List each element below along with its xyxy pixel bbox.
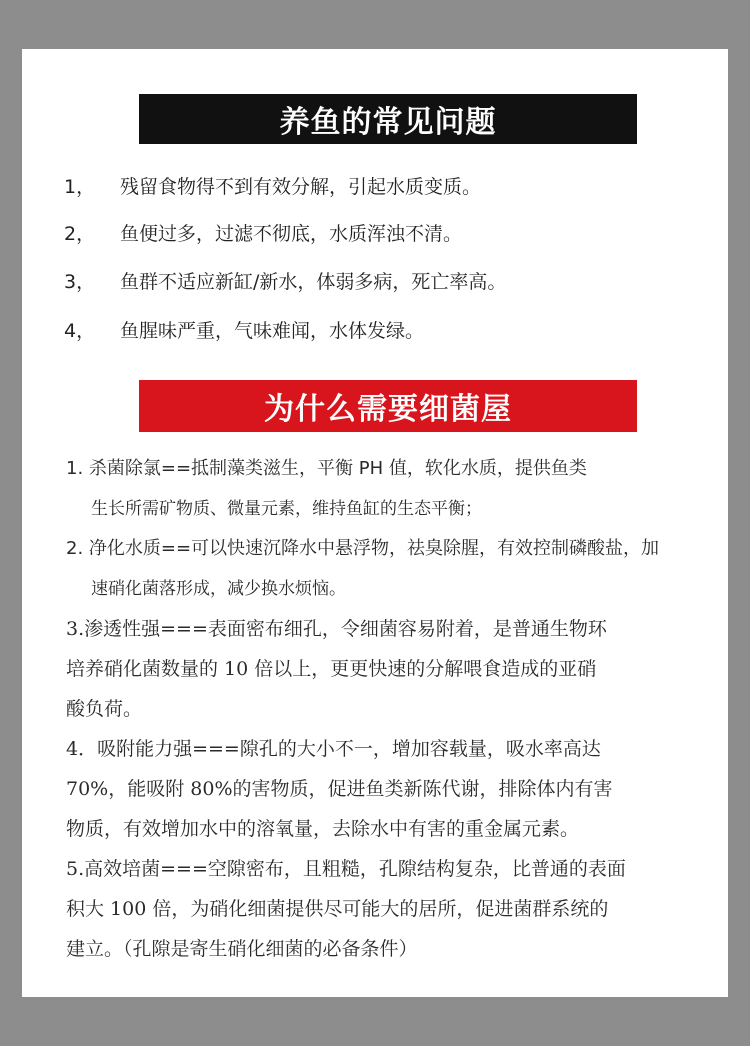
problem-item [64,217,704,247]
reason-item [66,849,702,969]
reason-item [66,449,702,529]
problem-text: 鱼腥味严重，气味难闻，水体发绿。 [120,319,425,342]
problem-text: 鱼群不适应新缸/新水，体弱多病，死亡率高。 [120,270,507,293]
reason-line: 酸负荷。 [66,698,143,720]
reason-list [66,449,702,969]
reason-item [66,529,702,609]
reason-line: 物质，有效增加水中的溶氧量，去除水中有害的重金属元素。 [66,818,580,840]
reason-line: 3.渗透性强===表面密布细孔，令细菌容易附着，是普通生物环 [66,618,607,640]
reason-line: 2. 净化水质==可以快速沉降水中悬浮物，祛臭除腥，有效控制磷酸盐，加 [66,538,660,559]
problem-text: 残留食物得不到有效分解，引起水质变质。 [120,175,482,198]
section-title-common-problems: 养鱼的常见问题 [139,94,637,144]
reason-line: 5.高效培菌===空隙密布，且粗糙，孔隙结构复杂，比普通的表面 [66,858,626,880]
problem-item [64,314,704,344]
reason-line: 70%，能吸附 80%的害物质，促进鱼类新陈代谢，排除体内有害 [66,778,613,800]
reason-line: 积大 100 倍，为硝化细菌提供尽可能大的居所，促进菌群系统的 [66,898,609,920]
problem-number: 2， [64,222,96,245]
problem-text: 鱼便过多，过滤不彻底，水质浑浊不清。 [120,222,463,245]
reason-line: 培养硝化菌数量的 10 倍以上，更更快速的分解喂食造成的亚硝 [66,658,597,680]
reason-line: 生长所需矿物质、微量元素，维持鱼缸的生态平衡； [91,499,482,519]
problem-number: 4， [64,319,96,342]
problem-number: 3， [64,270,96,293]
document-sheet [22,49,728,997]
problem-number: 1， [64,175,96,198]
problem-item [64,265,704,295]
problem-item [64,170,704,200]
reason-line: 速硝化菌落形成，减少换水烦恼。 [91,579,346,599]
reason-line: 1. 杀菌除氯==抵制藻类滋生，平衡 PH 值，软化水质，提供鱼类 [66,458,587,479]
reason-line: 4．吸附能力强===隙孔的大小不一，增加容载量，吸水率高达 [66,738,601,760]
reason-item [66,729,702,849]
reason-item [66,609,702,729]
section-title-why-bacteria-house: 为什么需要细菌屋 [139,380,637,432]
reason-line: 建立。（孔隙是寄生硝化细菌的必备条件） [66,938,418,960]
